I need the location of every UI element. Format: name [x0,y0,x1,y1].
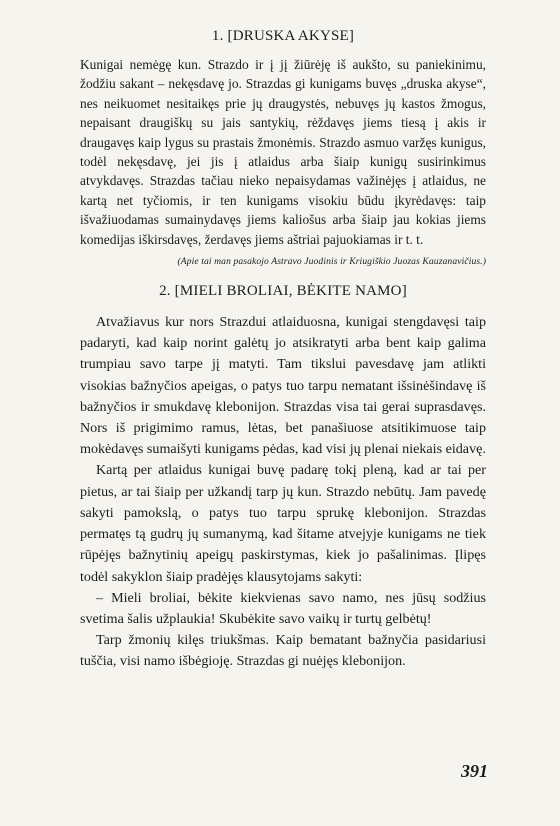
section-2-title: 2. [MIELI BROLIAI, BĖKITE NAMO] [159,283,407,300]
section-2-paragraph: Atvažiavus kur nors Strazdui atlaiduosna, kunigai stengdavęsi taip padaryti, kad kaip norint galėtų jo atsikratyti arba bent kaip galima trumpiau savo tarpe jį matyti. Tam tikslui pavesdavę jam atlikti visokias bažnyčios apeigas, o patys tuo tarpu nematant išsinėšindavę iš bažnyčios ir smukdavę klebonijon. Strazdas visa tai gerai suprasdavęs. Nors iš prigimimo ramus, lėtas, bet panašiuose atsitikimuose taip mokėdavęs sumaišyti kunigams pėdas, kad visi jų plenai niekais eidavę. [80,314,486,458]
section-1-title: 1. [DRUSKA AKYSE] [211,28,355,44]
section-2-paragraph: – Mieli broliai, bėkite kiekvienas savo namo, nes jūsų sodžius svetima šalis užplaukia! Skubėkite savo vaikų ir turtų gelbėtų! [80,589,486,627]
section-2-paragraph: Tarp žmonių kilęs triukšmas. Kaip bematant bažnyčia pasidariusi tuščia, visi namo išbėgioję. Strazdas gi nuėjęs klebonijon. [80,632,486,670]
page-content [80,28,486,673]
page-number: 391 [461,761,488,781]
section-druska-akyse [80,28,486,267]
section-2-paragraph: Kartą per atlaidus kunigai buvę padarę tokį pleną, kad ar tai per pietus, ar tai šiaip per užkandį tarp jų kun. Strazdo nebūtų. Jam pavedę sakyti pamokslą, o patys tuo tarpu sprukę klebonijon. Strazdas permatęs tą gudrų jų sumanymą, kad šitame atvejyje kunigams ne tiek rūpėjęs bažnytinių apeigų paskirstymas, kiek jo pašalinimas. Įlipęs todėl sakyklon šiaip pradėjęs klausytojams sakyti: [80,462,486,585]
section-mieli-broliai [80,283,486,672]
source-note: (Apie tai man pasakojo Astravo Juodinis ir Kriugiškio Juozas Kauzanavičius.) [177,256,486,268]
section-1-paragraph: Kunigai nemėgę kun. Strazdo ir į jį žiūrėję iš aukšto, su paniekinimu, žodžiu sakant – nekęsdavę jo. Strazdas gi kunigams buvęs „druska akyse“, nes neikuomet nesitaikęs prie jų draugystės, nebuvęs jų kastos žmogus, nepaisant draugiškų su jais santykių, rėždavęs jiems tiesą į akis ir draugavęs kaip lygus su prastais žmonėmis. Strazdo asmuo varžęs kunigus, todėl nekęsdavę, jei jis į atlaidus arba šiaip kunigų susirinkimus atvykdavęs. Strazdas tačiau nieko nepaisydamas važinėjęs į atlaidus, ne kartą net tyčiomis, ir ten kunigams visokiu būdu įkyrėdavęs: taip išvažiuodamas sumainydavęs jiems kaliošus arba šiaip jau kokias jiems komedijas iškirsdavęs, žerdavęs jiems aštriai pajuokiamas ir t. t. [80,57,486,247]
